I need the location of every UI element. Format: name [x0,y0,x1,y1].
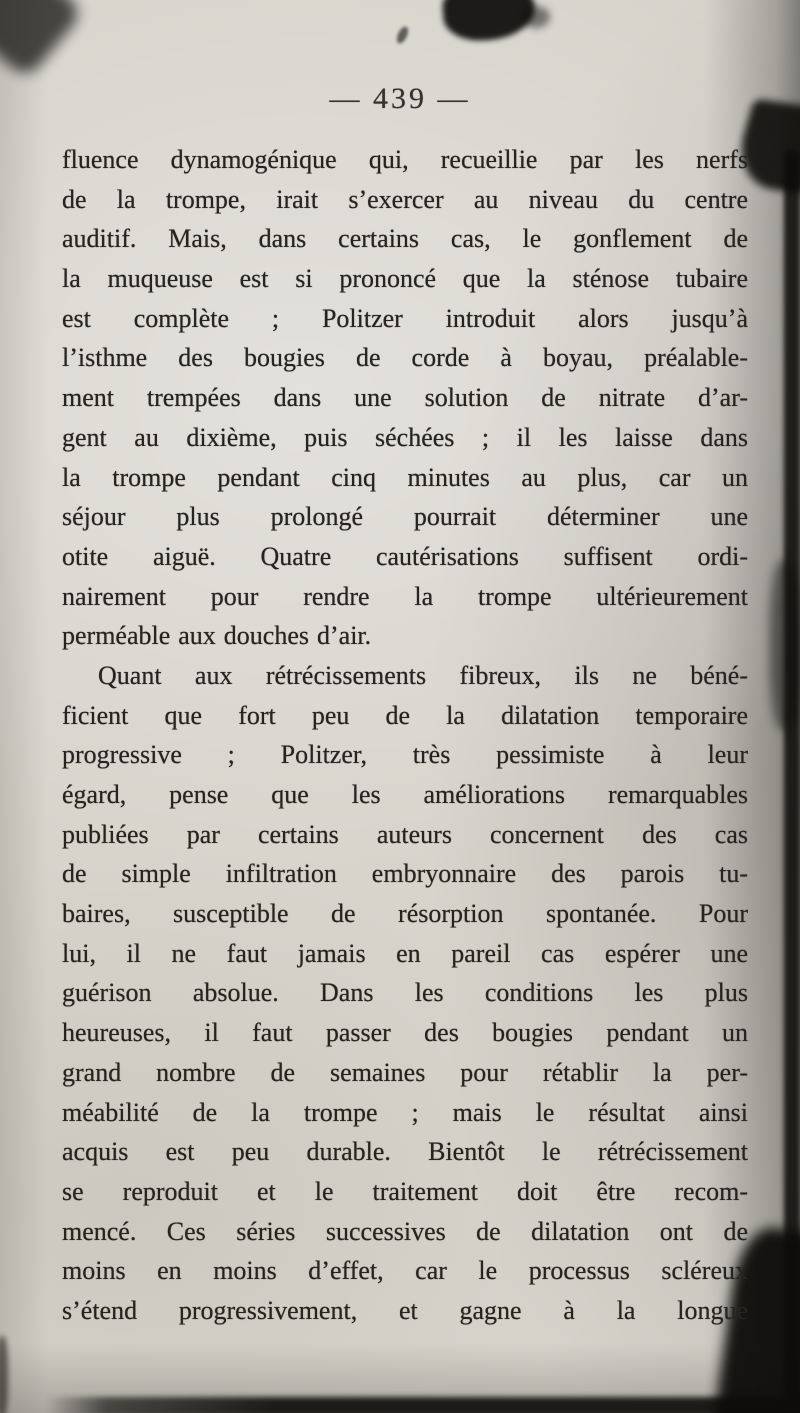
text-line: perméable aux douches d’air. [62,621,372,651]
text-line: la trompe pendant cinq minutes au plus, car un [62,462,748,492]
text-line: ment trempées dans une solution de nitrate d’ar- [62,383,748,413]
scan-artifact-right-edge-line [784,150,800,1413]
text-line: otite aiguë. Quatre cautérisations suffisent ordi- [62,541,748,571]
text-line: de la trompe, irait s’exercer au niveau du centre [62,184,748,214]
scan-artifact-top-left-smudge [0,0,85,80]
text-line: séjour plus prolongé pourrait déterminer une [62,502,748,532]
text-line: guérison absolue. Dans les conditions les plus [62,978,748,1008]
text-line: s’étend progressivement, et gagne à la longue [62,1295,748,1325]
text-line: ficient que fort peu de la dilatation temporaire [62,700,748,730]
scan-artifact-top-center-speck [395,25,411,45]
text-line: nairement pour rendre la trompe ultérieurement [62,581,748,611]
text-line: moins en moins d’effet, car le processus scléreux [62,1256,748,1286]
text-line: auditif. Mais, dans certains cas, le gonflement de [62,224,748,254]
text-line: la muqueuse est si prononcé que la sténose tubaire [62,264,748,294]
scan-artifact-right-edge-patch [770,560,800,730]
text-line: est complète ; Politzer introduit alors jusqu’à [62,303,748,333]
text-line: grand nombre de semaines pour rétablir la per- [62,1057,748,1087]
text-line: fluence dynamogénique qui, recueillie par les nerfs [62,145,748,174]
text-line: méabilité de la trompe ; mais le résultat ainsi [62,1097,748,1127]
page-number: — 439 — [329,82,471,115]
text-line: lui, il ne faut jamais en pareil cas espérer une [62,938,748,968]
text-line: gent au dixième, puis séchées ; il les laisse dans [62,422,748,452]
text-line: l’isthme des bougies de corde à boyau, préalable- [62,343,748,373]
text-line: Quant aux rétrécissements fibreux, ils ne béné- [98,660,748,690]
text-line: de simple infiltration embryonnaire des parois tu- [62,859,748,889]
scan-artifact-bottom-edge-strip [46,1397,800,1413]
text-line: égard, pense que les améliorations remarquables [62,780,748,809]
text-line: se reproduit et le traitement doit être recom- [62,1176,748,1206]
text-line: progressive ; Politzer, très pessimiste à leur [62,740,748,770]
text-line: acquis est peu durable. Bientôt le rétrécissement [62,1137,748,1167]
page-text [62,140,748,1331]
text-line: publiées par certains auteurs concernent des cas [62,819,748,849]
text-line: mencé. Ces séries successives de dilatation ont de [62,1216,748,1246]
scan-artifact-bottom-left-mark [0,1336,8,1413]
text-line: heureuses, il faut passer des bougies pendant un [62,1018,748,1048]
text-line: baires, susceptible de résorption spontanée. Pour [62,899,748,929]
scan-artifact-top-right-blob-echo [522,6,550,28]
